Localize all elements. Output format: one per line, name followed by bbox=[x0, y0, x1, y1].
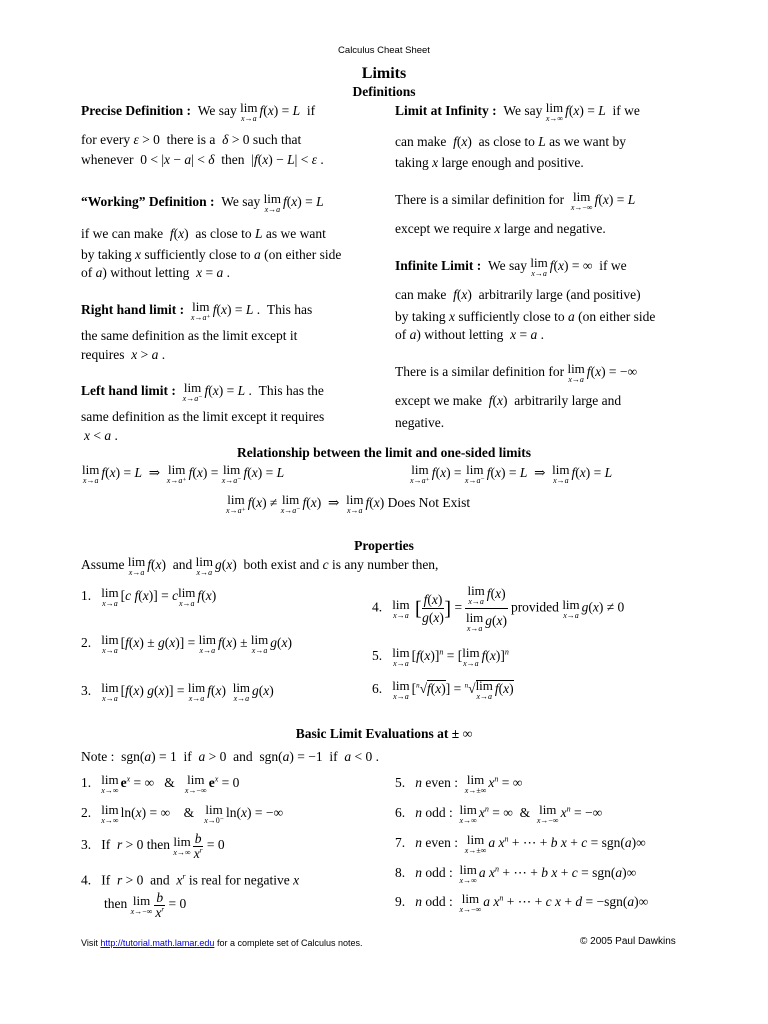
left-hand-limit-label: Left hand limit : bbox=[81, 383, 176, 399]
properties-heading: Properties bbox=[354, 538, 414, 553]
basic-4-line1: 4. If r > 0 and $x^r$ is real for negative x bbox=[81, 872, 300, 888]
left-hand-limit-line3: x < a . bbox=[84, 428, 118, 443]
precise-definition-line2: for every ε > 0 there is a δ > 0 such that bbox=[81, 132, 302, 147]
section-definitions: Definitions bbox=[352, 84, 416, 99]
sgn-note: Note : sgn(a) = 1 if a > 0 and sgn(a) = −1 if a < 0 . bbox=[81, 749, 379, 764]
left-hand-limit-line1: Left hand limit : lim x→a⁻ f(x) = L . This has the bbox=[81, 380, 324, 403]
infinite-limit-label: Infinite Limit : bbox=[395, 258, 482, 274]
infinite-limit-line3: by taking x sufficiently close to a (on either side bbox=[395, 309, 656, 324]
infinite-limit-line7: negative. bbox=[395, 415, 445, 430]
footer-visit-label: Visit bbox=[81, 938, 98, 948]
main-title: Limits bbox=[361, 65, 407, 82]
footer-copyright: © 2005 Paul Dawkins bbox=[580, 936, 676, 947]
basic-6: 6. n odd : lim x→∞ $x^n$ = ∞ & lim x→−∞ $x^n$ = −∞ bbox=[395, 802, 603, 825]
limit-at-neg-infinity-note: except we require x large and negative. bbox=[395, 221, 606, 236]
relationship-line2: lim x→a⁺ f(x) ≠ lim x→a⁻ f(x) ⇒ lim x→a f(x) Does Not Exist bbox=[226, 492, 471, 515]
limit-at-infinity-line2: can make f(x) as close to L as we want by bbox=[395, 134, 626, 149]
basic-7: 7. n even : lim x→±∞ a $x^n$ + ⋯ + b x + c = sgn(a)∞ bbox=[395, 832, 646, 855]
infinite-limit-negative-line: There is a similar definition for lim x→a f(x) = −∞ bbox=[395, 361, 638, 384]
property-3: 3. lim x→a [f(x) g(x)] = lim x→a f(x) lim x→a g(x) bbox=[81, 680, 274, 703]
infinite-limit-line4: of a) without letting x = a . bbox=[395, 327, 544, 342]
limit-at-infinity-line1: Limit at Infinity : We say lim x→∞ f(x) = L if we bbox=[395, 100, 640, 123]
relationship-line1b: lim x→a⁺ f(x) = lim x→a⁻ f(x) = L ⇒ lim x→a f(x) = L bbox=[410, 462, 613, 485]
basic-1: 1. lim x→∞ $e^x$ = ∞ & lim x→−∞ $e^x = 0$ bbox=[81, 772, 240, 795]
basic-2: 2. lim x→∞ ln(x) = ∞ & lim x→0⁻ ln(x) = −∞ bbox=[81, 802, 284, 825]
working-definition-line2: if we can make f(x) as close to L as we want bbox=[81, 226, 326, 241]
footer-after-text: for a complete set of Calculus notes. bbox=[216, 938, 363, 948]
infinite-limit-line1: Infinite Limit : We say lim x→a f(x) = ∞ if we bbox=[395, 255, 627, 278]
working-definition-line3: by taking x sufficiently close to a (on either side bbox=[81, 247, 342, 262]
tutorial-link[interactable]: http://tutorial.math.lamar.edu bbox=[100, 938, 215, 948]
property-2: 2. lim x→a [f(x) ± g(x)] = lim x→a f(x) ± lim x→a g(x) bbox=[81, 632, 292, 655]
limit-at-infinity-label: Limit at Infinity : bbox=[395, 103, 497, 119]
property-1: 1. lim x→a [c f(x)] = c lim x→a f(x) bbox=[81, 585, 217, 608]
infinite-limit-line6: except we make f(x) arbitrarily large and bbox=[395, 393, 622, 408]
doc-title: Calculus Cheat Sheet bbox=[338, 45, 430, 56]
property-5: 5. lim x→a $[f(x)]^n$ = [ lim x→a f(x)]$^n$ bbox=[372, 645, 509, 668]
right-hand-limit-line3: requires x > a . bbox=[81, 347, 166, 362]
basic-9: 9. n odd : lim x→−∞ a $x^n$ + ⋯ + c x + d = −sgn(a)∞ bbox=[395, 891, 649, 914]
precise-definition-label: Precise Definition : bbox=[81, 103, 191, 119]
right-hand-limit-label: Right hand limit : bbox=[81, 302, 185, 318]
right-hand-limit-line2: the same definition as the limit except it bbox=[81, 328, 298, 343]
basic-8: 8. n odd : lim x→∞ a $x^n$ + ⋯ + b x + c = sgn(a)∞ bbox=[395, 862, 637, 885]
working-definition-label: “Working” Definition : bbox=[81, 194, 215, 210]
left-hand-limit-line2: same definition as the limit except it requires bbox=[81, 409, 325, 424]
limit-at-infinity-line3: taking x large enough and positive. bbox=[395, 155, 584, 170]
limit-at-neg-infinity-line: There is a similar definition for lim x→−∞ f(x) = L bbox=[395, 189, 636, 212]
basic-5: 5. n even : lim x→±∞ $x^n$ = ∞ bbox=[395, 772, 523, 795]
properties-assume: Assume lim x→a f(x) and lim x→a g(x) both exist and c is any number then, bbox=[81, 554, 439, 577]
footer-visit bbox=[81, 939, 363, 948]
infinite-limit-line2: can make f(x) arbitrarily large (and positive) bbox=[395, 287, 641, 302]
basic-limits-heading: Basic Limit Evaluations at ± ∞ bbox=[295, 726, 473, 741]
precise-definition-line1: Precise Definition : We say lim x→a f(x) = L if bbox=[81, 100, 316, 123]
basic-3: 3. If r > 0 then lim x→∞ $\frac{b}{x^r}$ = 0 bbox=[81, 831, 225, 861]
working-definition-line4: of a) without letting x = a . bbox=[81, 265, 230, 280]
relationship-line1a: lim x→a f(x) = L ⇒ lim x→a⁺ f(x) = lim x→a⁻ f(x) = L bbox=[82, 462, 285, 485]
property-4: 4. lim x→a [ $\frac{f(x)}{g(x)}$ ] = lim x→a f(x) lim x→a g(x) provided lim x→a g(x) ≠ 0 bbox=[372, 583, 625, 633]
basic-4-line2: then lim x→−∞ $\frac{b}{x^r}$ = 0 bbox=[104, 890, 187, 920]
working-definition-line1: “Working” Definition : We say lim x→a f(x) = L bbox=[81, 191, 324, 214]
precise-definition-line3: whenever 0 < |x − a| < δ then |f(x) − L| < ε . bbox=[81, 152, 324, 167]
relationship-heading: Relationship between the limit and one-sided limits bbox=[236, 445, 531, 460]
right-hand-limit-line1: Right hand limit : lim x→a⁺ f(x) = L . This has bbox=[81, 299, 313, 322]
property-6: 6. lim x→a [$^n$√f(x)] = $^n$√ lim x→a f(x) bbox=[372, 678, 514, 701]
